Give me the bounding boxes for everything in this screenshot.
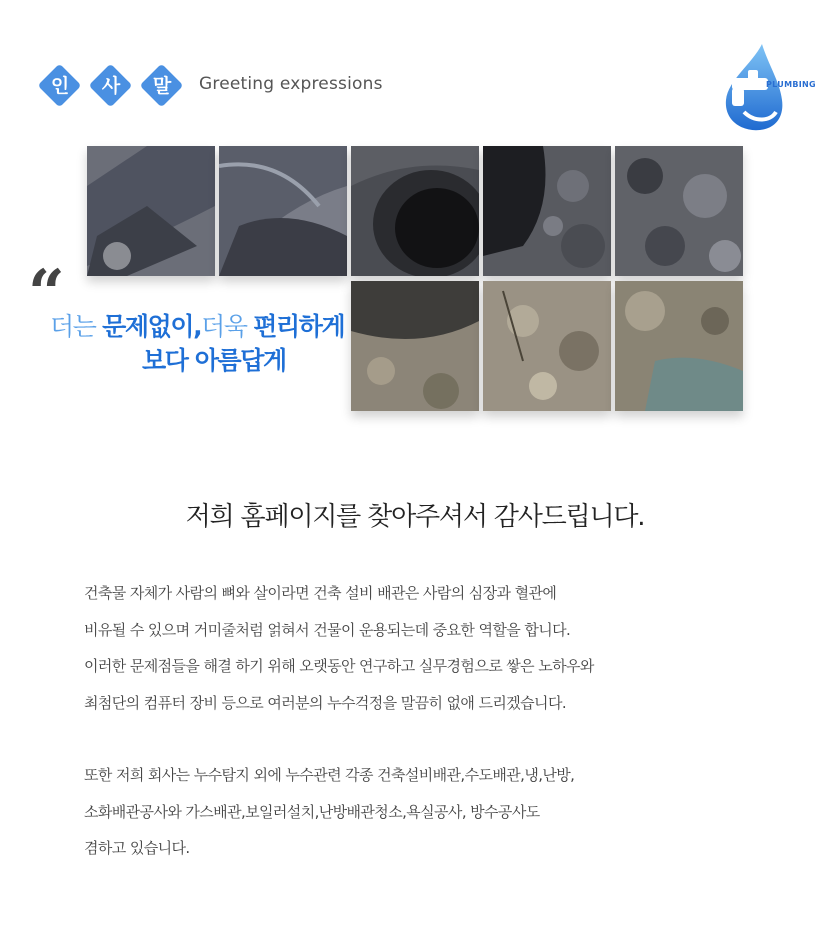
quote-mark: “ [28,256,65,331]
mosaic-tile [483,146,611,276]
slogan-text: 더욱 [201,312,254,341]
paragraph-line: 이러한 문제점들을 해결 하기 위해 오랫동안 연구하고 실무경험으로 쌓은 노하우와 [84,657,594,675]
slogan-highlight: 편리하게 [253,312,345,341]
mosaic-tile [615,281,743,411]
slogan-line1 [50,310,450,344]
plumbing-logo [718,42,818,134]
slogan-line2: 보다 아름답게 [142,346,286,375]
mosaic-tile [219,146,347,276]
paragraph-line: 최첨단의 컴퓨터 장비 등으로 여러분의 누수걱정을 말끔히 없애 드리겠습니다. [84,693,566,712]
thanks-heading: 저희 홈페이지를 찾아주셔서 감사드립니다. [185,502,645,532]
title-diamond [38,64,82,108]
title-char: 말 [152,75,172,97]
logo-text: PLUMBING [766,80,816,89]
title-char: 인 [50,75,70,97]
title-diamond [89,64,133,108]
title-char: 사 [101,75,121,97]
slogan-text: 더는 [50,312,103,341]
paragraph-line: 비유될 수 있으며 거미줄처럼 얽혀서 건물이 운용되는데 중요한 역할을 합니다. [84,620,571,639]
mosaic-tile [351,146,479,276]
slogan-highlight: 문제없이, [102,312,202,341]
paragraph-line: 건축물 자체가 사람의 뼈와 살이라면 건축 설비 배관은 사람의 심장과 혈관에 [84,584,557,602]
mosaic-tile [483,281,611,411]
mosaic-tile [615,146,743,276]
hero-slogan [50,310,450,378]
paragraph-line: 또한 저희 회사는 누수탐지 외에 누수관련 각종 건축설비배관,수도배관,냉,난방, [84,766,575,784]
paragraph-line: 소화배관공사와 가스배관,보일러설치,난방배관청소,욕실공사, 방수공사도 [84,802,540,821]
intro-body [84,575,784,867]
mosaic-tile [87,146,215,276]
paragraph-line: 겸하고 있습니다. [84,839,190,857]
title-diamond [140,64,184,108]
greeting-subtitle: Greeting expressions [199,74,383,94]
